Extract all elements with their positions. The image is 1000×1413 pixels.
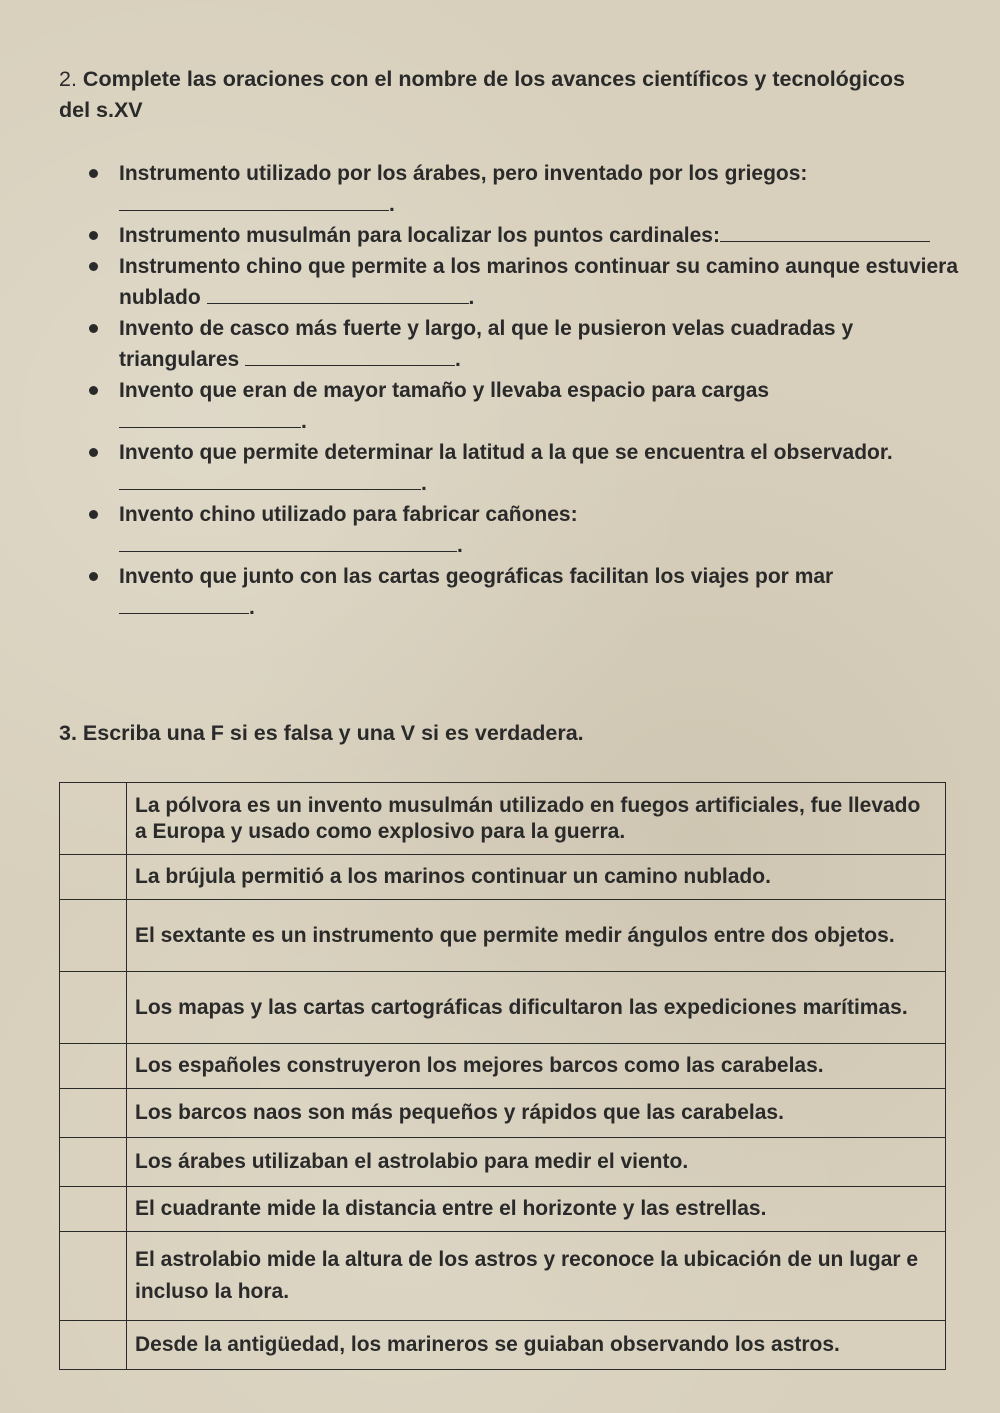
statement-text: La brújula permitió a los marinos continuar un camino nublado. xyxy=(127,855,946,900)
fill-in-prompt: Instrumento chino que permite a los marinos continuar su camino aunque estuviera nublado xyxy=(119,255,959,309)
answer-box[interactable] xyxy=(60,1138,127,1187)
fill-in-list xyxy=(119,158,959,623)
section-3-heading: 3. Escriba una F si es falsa y una V si es verdadera. xyxy=(59,721,584,745)
fill-in-item xyxy=(119,313,959,375)
answer-blank[interactable] xyxy=(119,531,457,552)
section-2-title: Complete las oraciones con el nombre de los avances científicos y tecnológicos del s.XV xyxy=(59,67,905,122)
statement-text: Los mapas y las cartas cartográficas dificultaron las expediciones marítimas. xyxy=(127,972,946,1044)
fill-in-prompt: Invento que junto con las cartas geográficas facilitan los viajes por mar xyxy=(119,565,834,588)
fill-in-prompt: Invento que permite determinar la latitud a la que se encuentra el observador. xyxy=(119,441,893,464)
statement-text: El astrolabio mide la altura de los astros y reconoce la ubicación de un lugar e incluso la hora. xyxy=(127,1232,946,1321)
statement-text: Los españoles construyeron los mejores barcos como las carabelas. xyxy=(127,1044,946,1089)
table-row xyxy=(60,900,946,972)
statement-text: Desde la antigüedad, los marineros se guiaban observando los astros. xyxy=(127,1321,946,1370)
answer-blank[interactable] xyxy=(119,190,389,211)
answer-box[interactable] xyxy=(60,1187,127,1232)
answer-box[interactable] xyxy=(60,1044,127,1089)
answer-blank[interactable] xyxy=(119,469,421,490)
table-row xyxy=(60,1138,946,1187)
item-end-punct: . xyxy=(421,472,427,495)
fill-in-item xyxy=(119,158,959,220)
statement-text: Los barcos naos son más pequeños y rápidos que las carabelas. xyxy=(127,1089,946,1138)
fill-in-prompt: Invento de casco más fuerte y largo, al que le pusieron velas cuadradas y triangulares xyxy=(119,317,854,371)
item-end-punct: . xyxy=(457,534,463,557)
answer-box[interactable] xyxy=(60,1232,127,1321)
table-row xyxy=(60,783,946,855)
true-false-table xyxy=(59,782,946,1370)
answer-blank[interactable] xyxy=(245,345,455,366)
item-end-punct: . xyxy=(468,286,475,309)
fill-in-item xyxy=(119,499,959,561)
fill-in-prompt: Invento que eran de mayor tamaño y llevaba espacio para cargas xyxy=(119,379,770,402)
fill-in-prompt: Instrumento musulmán para localizar los puntos cardinales: xyxy=(119,224,720,247)
statement-text: El sextante es un instrumento que permite medir ángulos entre dos objetos. xyxy=(127,900,946,972)
statement-text: La pólvora es un invento musulmán utilizado en fuegos artificiales, fue llevado a Europa y usado como explosivo para la guerra. xyxy=(127,783,946,855)
statement-text: Los árabes utilizaban el astrolabio para medir el viento. xyxy=(127,1138,946,1187)
section-2-heading xyxy=(59,64,919,126)
table-row xyxy=(60,1321,946,1370)
fill-in-item xyxy=(119,437,959,499)
fill-in-prompt: Invento chino utilizado para fabricar cañones: xyxy=(119,503,578,526)
answer-box[interactable] xyxy=(60,1089,127,1138)
answer-box[interactable] xyxy=(60,972,127,1044)
table-row xyxy=(60,1044,946,1089)
fill-in-item xyxy=(119,251,959,313)
table-row xyxy=(60,972,946,1044)
statement-text: El cuadrante mide la distancia entre el horizonte y las estrellas. xyxy=(127,1187,946,1232)
fill-in-item xyxy=(119,375,959,437)
item-end-punct: . xyxy=(455,348,461,371)
item-end-punct: . xyxy=(301,410,307,433)
item-end-punct: . xyxy=(389,193,395,216)
answer-blank[interactable] xyxy=(207,283,469,304)
answer-blank[interactable] xyxy=(119,593,249,614)
answer-box[interactable] xyxy=(60,900,127,972)
answer-blank[interactable] xyxy=(720,221,930,242)
fill-in-prompt: Instrumento utilizado por los árabes, pero inventado por los griegos: xyxy=(119,162,808,185)
fill-in-item xyxy=(119,561,959,623)
answer-blank[interactable] xyxy=(119,407,301,428)
fill-in-item xyxy=(119,220,959,251)
table-row xyxy=(60,1232,946,1321)
answer-box[interactable] xyxy=(60,783,127,855)
table-row xyxy=(60,855,946,900)
section-2-number: 2. xyxy=(59,67,77,91)
item-end-punct: . xyxy=(249,596,255,619)
table-row xyxy=(60,1089,946,1138)
answer-box[interactable] xyxy=(60,1321,127,1370)
answer-box[interactable] xyxy=(60,855,127,900)
table-row xyxy=(60,1187,946,1232)
